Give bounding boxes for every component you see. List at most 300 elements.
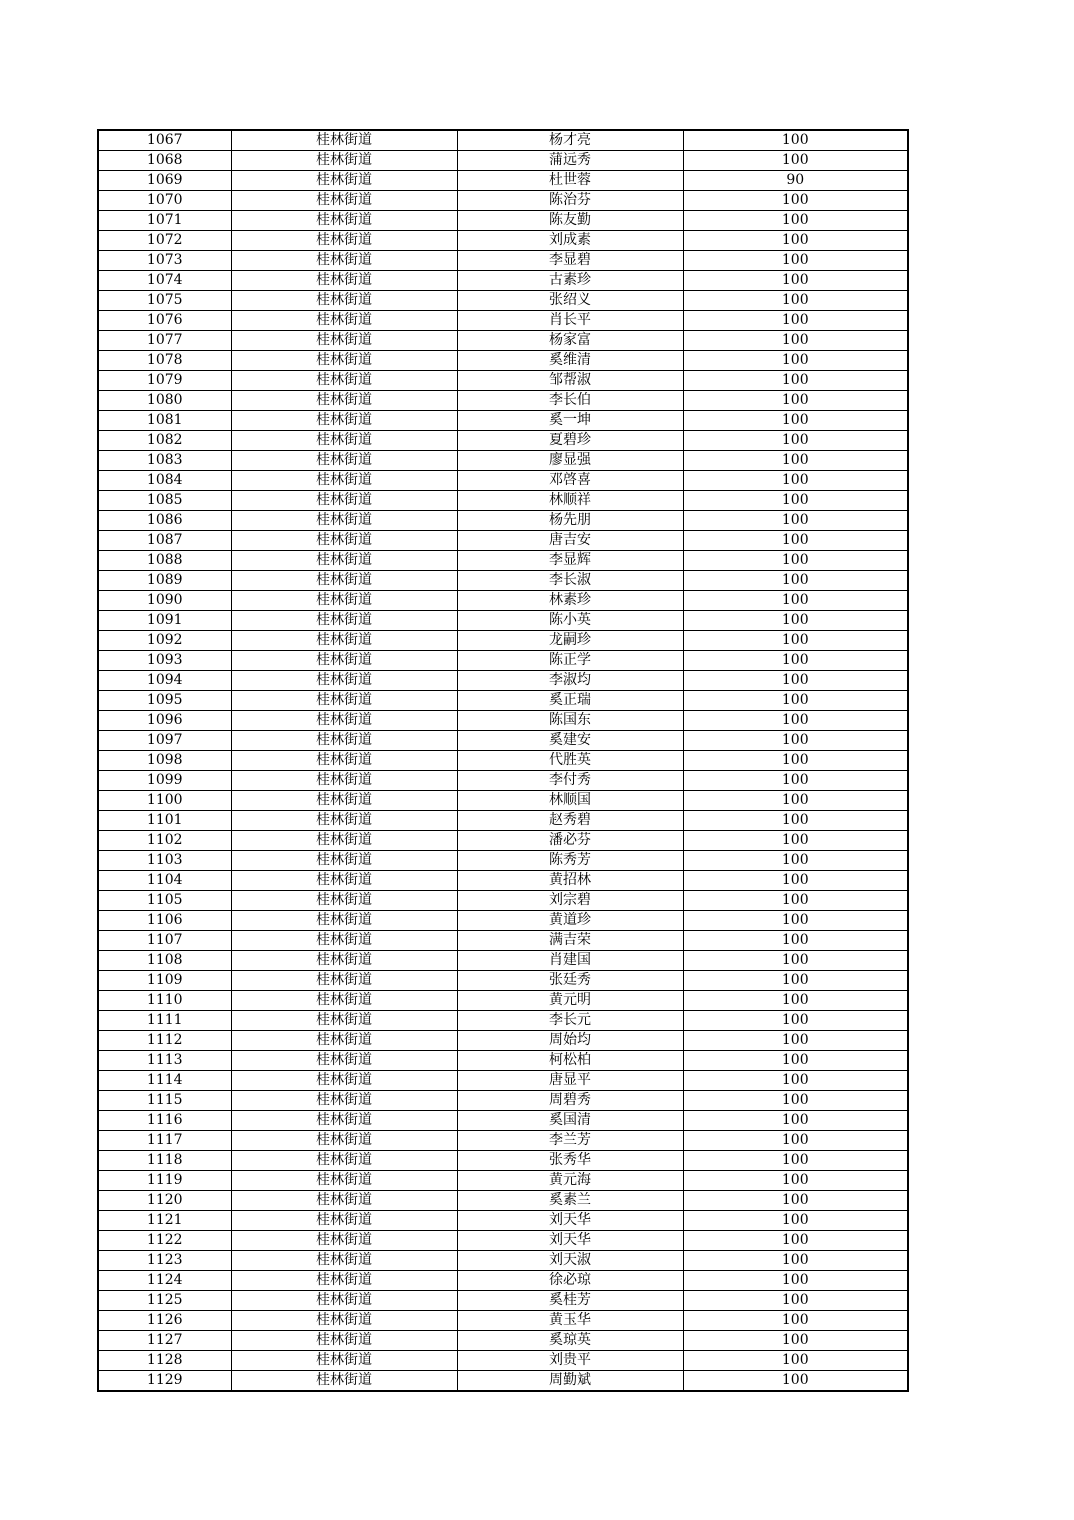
- name-cell: 蒲远秀: [457, 151, 683, 171]
- amount-cell: 100: [683, 1111, 908, 1131]
- name-cell: 李显辉: [457, 551, 683, 571]
- table-row: [98, 991, 908, 1011]
- row-number-cell: 1109: [98, 971, 231, 991]
- name-cell: 代胜英: [457, 751, 683, 771]
- amount-cell: 100: [683, 371, 908, 391]
- row-number-cell: 1074: [98, 271, 231, 291]
- amount-cell: 100: [683, 1211, 908, 1231]
- amount-cell: 100: [683, 891, 908, 911]
- name-cell: 刘成素: [457, 231, 683, 251]
- amount-cell: 100: [683, 471, 908, 491]
- row-number-cell: 1107: [98, 931, 231, 951]
- amount-cell: 100: [683, 971, 908, 991]
- row-number-cell: 1103: [98, 851, 231, 871]
- street-cell: 桂林街道: [231, 1191, 457, 1211]
- table-row: [98, 491, 908, 511]
- street-cell: 桂林街道: [231, 331, 457, 351]
- table-row: [98, 1291, 908, 1311]
- table-row: [98, 711, 908, 731]
- name-cell: 邹帮淑: [457, 371, 683, 391]
- table-row: [98, 851, 908, 871]
- name-cell: 周始均: [457, 1031, 683, 1051]
- row-number-cell: 1078: [98, 351, 231, 371]
- amount-cell: 100: [683, 1051, 908, 1071]
- street-cell: 桂林街道: [231, 551, 457, 571]
- name-cell: 李兰芳: [457, 1131, 683, 1151]
- street-cell: 桂林街道: [231, 371, 457, 391]
- row-number-cell: 1069: [98, 171, 231, 191]
- street-cell: 桂林街道: [231, 1351, 457, 1371]
- table-row: [98, 191, 908, 211]
- amount-cell: 100: [683, 631, 908, 651]
- data-table-container: [97, 129, 907, 1392]
- row-number-cell: 1095: [98, 691, 231, 711]
- street-cell: 桂林街道: [231, 451, 457, 471]
- amount-cell: 100: [683, 771, 908, 791]
- table-row: [98, 331, 908, 351]
- street-cell: 桂林街道: [231, 491, 457, 511]
- row-number-cell: 1125: [98, 1291, 231, 1311]
- table-row: [98, 531, 908, 551]
- name-cell: 刘天淑: [457, 1251, 683, 1271]
- name-cell: 陈秀芳: [457, 851, 683, 871]
- name-cell: 刘宗碧: [457, 891, 683, 911]
- table-row: [98, 1311, 908, 1331]
- row-number-cell: 1080: [98, 391, 231, 411]
- name-cell: 杨家富: [457, 331, 683, 351]
- row-number-cell: 1079: [98, 371, 231, 391]
- name-cell: 奚素兰: [457, 1191, 683, 1211]
- row-number-cell: 1126: [98, 1311, 231, 1331]
- table-body: [98, 130, 908, 1391]
- name-cell: 肖长平: [457, 311, 683, 331]
- street-cell: 桂林街道: [231, 311, 457, 331]
- amount-cell: 100: [683, 511, 908, 531]
- amount-cell: 100: [683, 1151, 908, 1171]
- amount-cell: 100: [683, 851, 908, 871]
- name-cell: 唐显平: [457, 1071, 683, 1091]
- name-cell: 陈正学: [457, 651, 683, 671]
- row-number-cell: 1076: [98, 311, 231, 331]
- table-row: [98, 1111, 908, 1131]
- amount-cell: 100: [683, 191, 908, 211]
- row-number-cell: 1105: [98, 891, 231, 911]
- table-row: [98, 371, 908, 391]
- row-number-cell: 1087: [98, 531, 231, 551]
- row-number-cell: 1112: [98, 1031, 231, 1051]
- name-cell: 刘贵平: [457, 1351, 683, 1371]
- table-row: [98, 811, 908, 831]
- name-cell: 黄道珍: [457, 911, 683, 931]
- name-cell: 黄元明: [457, 991, 683, 1011]
- street-cell: 桂林街道: [231, 671, 457, 691]
- amount-cell: 100: [683, 711, 908, 731]
- table-row: [98, 1231, 908, 1251]
- table-row: [98, 651, 908, 671]
- row-number-cell: 1097: [98, 731, 231, 751]
- street-cell: 桂林街道: [231, 631, 457, 651]
- street-cell: 桂林街道: [231, 431, 457, 451]
- table-row: [98, 130, 908, 151]
- table-row: [98, 751, 908, 771]
- name-cell: 柯松柏: [457, 1051, 683, 1071]
- amount-cell: 100: [683, 931, 908, 951]
- name-cell: 唐吉安: [457, 531, 683, 551]
- table-row: [98, 1331, 908, 1351]
- table-row: [98, 211, 908, 231]
- street-cell: 桂林街道: [231, 191, 457, 211]
- amount-cell: 100: [683, 871, 908, 891]
- amount-cell: 100: [683, 271, 908, 291]
- row-number-cell: 1108: [98, 951, 231, 971]
- table-row: [98, 891, 908, 911]
- row-number-cell: 1099: [98, 771, 231, 791]
- street-cell: 桂林街道: [231, 291, 457, 311]
- amount-cell: 100: [683, 1231, 908, 1251]
- street-cell: 桂林街道: [231, 1111, 457, 1131]
- street-cell: 桂林街道: [231, 351, 457, 371]
- street-cell: 桂林街道: [231, 411, 457, 431]
- table-row: [98, 1251, 908, 1271]
- amount-cell: 100: [683, 1031, 908, 1051]
- row-number-cell: 1071: [98, 211, 231, 231]
- table-row: [98, 271, 908, 291]
- row-number-cell: 1075: [98, 291, 231, 311]
- street-cell: 桂林街道: [231, 1071, 457, 1091]
- street-cell: 桂林街道: [231, 811, 457, 831]
- row-number-cell: 1114: [98, 1071, 231, 1091]
- street-cell: 桂林街道: [231, 731, 457, 751]
- table-row: [98, 1211, 908, 1231]
- street-cell: 桂林街道: [231, 1091, 457, 1111]
- street-cell: 桂林街道: [231, 1131, 457, 1151]
- street-cell: 桂林街道: [231, 851, 457, 871]
- table-row: [98, 1131, 908, 1151]
- row-number-cell: 1100: [98, 791, 231, 811]
- table-row: [98, 1051, 908, 1071]
- name-cell: 奚维清: [457, 351, 683, 371]
- table-row: [98, 1171, 908, 1191]
- street-cell: 桂林街道: [231, 1011, 457, 1031]
- name-cell: 龙嗣珍: [457, 631, 683, 651]
- name-cell: 李淑均: [457, 671, 683, 691]
- name-cell: 杜世蓉: [457, 171, 683, 191]
- row-number-cell: 1084: [98, 471, 231, 491]
- street-cell: 桂林街道: [231, 691, 457, 711]
- row-number-cell: 1086: [98, 511, 231, 531]
- street-cell: 桂林街道: [231, 891, 457, 911]
- row-number-cell: 1092: [98, 631, 231, 651]
- row-number-cell: 1096: [98, 711, 231, 731]
- table-row: [98, 1371, 908, 1392]
- row-number-cell: 1106: [98, 911, 231, 931]
- amount-cell: 100: [683, 531, 908, 551]
- row-number-cell: 1127: [98, 1331, 231, 1351]
- name-cell: 奚正瑞: [457, 691, 683, 711]
- name-cell: 周勤斌: [457, 1371, 683, 1392]
- row-number-cell: 1116: [98, 1111, 231, 1131]
- row-number-cell: 1093: [98, 651, 231, 671]
- amount-cell: 100: [683, 1331, 908, 1351]
- street-cell: 桂林街道: [231, 1031, 457, 1051]
- row-number-cell: 1094: [98, 671, 231, 691]
- amount-cell: 100: [683, 251, 908, 271]
- row-number-cell: 1082: [98, 431, 231, 451]
- row-number-cell: 1111: [98, 1011, 231, 1031]
- street-cell: 桂林街道: [231, 130, 457, 151]
- street-cell: 桂林街道: [231, 751, 457, 771]
- name-cell: 肖建国: [457, 951, 683, 971]
- name-cell: 潘必芬: [457, 831, 683, 851]
- street-cell: 桂林街道: [231, 1051, 457, 1071]
- name-cell: 陈治芬: [457, 191, 683, 211]
- name-cell: 廖显强: [457, 451, 683, 471]
- name-cell: 徐必琼: [457, 1271, 683, 1291]
- table-row: [98, 551, 908, 571]
- amount-cell: 100: [683, 391, 908, 411]
- row-number-cell: 1123: [98, 1251, 231, 1271]
- row-number-cell: 1077: [98, 331, 231, 351]
- name-cell: 奚桂芳: [457, 1291, 683, 1311]
- amount-cell: 100: [683, 1171, 908, 1191]
- name-cell: 张廷秀: [457, 971, 683, 991]
- street-cell: 桂林街道: [231, 151, 457, 171]
- row-number-cell: 1089: [98, 571, 231, 591]
- table-row: [98, 311, 908, 331]
- amount-cell: 100: [683, 571, 908, 591]
- street-cell: 桂林街道: [231, 1231, 457, 1251]
- table-row: [98, 1271, 908, 1291]
- amount-cell: 100: [683, 1351, 908, 1371]
- table-row: [98, 631, 908, 651]
- street-cell: 桂林街道: [231, 871, 457, 891]
- amount-cell: 100: [683, 991, 908, 1011]
- table-row: [98, 511, 908, 531]
- table-row: [98, 971, 908, 991]
- amount-cell: 100: [683, 311, 908, 331]
- street-cell: 桂林街道: [231, 831, 457, 851]
- amount-cell: 100: [683, 1071, 908, 1091]
- name-cell: 黄元海: [457, 1171, 683, 1191]
- row-number-cell: 1072: [98, 231, 231, 251]
- street-cell: 桂林街道: [231, 591, 457, 611]
- name-cell: 夏碧珍: [457, 431, 683, 451]
- row-number-cell: 1090: [98, 591, 231, 611]
- amount-cell: 100: [683, 691, 908, 711]
- table-row: [98, 171, 908, 191]
- table-row: [98, 731, 908, 751]
- name-cell: 赵秀碧: [457, 811, 683, 831]
- row-number-cell: 1068: [98, 151, 231, 171]
- street-cell: 桂林街道: [231, 611, 457, 631]
- street-cell: 桂林街道: [231, 651, 457, 671]
- table-row: [98, 1011, 908, 1031]
- name-cell: 杨才亮: [457, 130, 683, 151]
- street-cell: 桂林街道: [231, 271, 457, 291]
- name-cell: 黄玉华: [457, 1311, 683, 1331]
- name-cell: 刘天华: [457, 1211, 683, 1231]
- amount-cell: 100: [683, 151, 908, 171]
- row-number-cell: 1124: [98, 1271, 231, 1291]
- row-number-cell: 1110: [98, 991, 231, 1011]
- street-cell: 桂林街道: [231, 971, 457, 991]
- row-number-cell: 1120: [98, 1191, 231, 1211]
- row-number-cell: 1073: [98, 251, 231, 271]
- row-number-cell: 1129: [98, 1371, 231, 1392]
- street-cell: 桂林街道: [231, 471, 457, 491]
- amount-cell: 100: [683, 1011, 908, 1031]
- name-cell: 刘天华: [457, 1231, 683, 1251]
- amount-cell: 90: [683, 171, 908, 191]
- amount-cell: 100: [683, 1091, 908, 1111]
- amount-cell: 100: [683, 951, 908, 971]
- table-row: [98, 1351, 908, 1371]
- street-cell: 桂林街道: [231, 951, 457, 971]
- street-cell: 桂林街道: [231, 1311, 457, 1331]
- row-number-cell: 1101: [98, 811, 231, 831]
- row-number-cell: 1115: [98, 1091, 231, 1111]
- street-cell: 桂林街道: [231, 1251, 457, 1271]
- table-row: [98, 231, 908, 251]
- table-row: [98, 351, 908, 371]
- name-cell: 李显碧: [457, 251, 683, 271]
- name-cell: 陈友勤: [457, 211, 683, 231]
- row-number-cell: 1085: [98, 491, 231, 511]
- amount-cell: 100: [683, 411, 908, 431]
- row-number-cell: 1067: [98, 130, 231, 151]
- table-row: [98, 1031, 908, 1051]
- name-cell: 李长淑: [457, 571, 683, 591]
- amount-cell: 100: [683, 211, 908, 231]
- amount-cell: 100: [683, 651, 908, 671]
- row-number-cell: 1070: [98, 191, 231, 211]
- table-row: [98, 151, 908, 171]
- amount-cell: 100: [683, 811, 908, 831]
- amount-cell: 100: [683, 331, 908, 351]
- street-cell: 桂林街道: [231, 391, 457, 411]
- street-cell: 桂林街道: [231, 231, 457, 251]
- amount-cell: 100: [683, 451, 908, 471]
- data-table: [97, 129, 909, 1392]
- table-row: [98, 251, 908, 271]
- table-row: [98, 911, 908, 931]
- table-row: [98, 591, 908, 611]
- table-row: [98, 771, 908, 791]
- amount-cell: 100: [683, 751, 908, 771]
- amount-cell: 100: [683, 291, 908, 311]
- amount-cell: 100: [683, 491, 908, 511]
- row-number-cell: 1117: [98, 1131, 231, 1151]
- table-row: [98, 571, 908, 591]
- amount-cell: 100: [683, 551, 908, 571]
- street-cell: 桂林街道: [231, 911, 457, 931]
- name-cell: 奚琼英: [457, 1331, 683, 1351]
- name-cell: 李长伯: [457, 391, 683, 411]
- amount-cell: 100: [683, 671, 908, 691]
- street-cell: 桂林街道: [231, 1151, 457, 1171]
- street-cell: 桂林街道: [231, 531, 457, 551]
- row-number-cell: 1121: [98, 1211, 231, 1231]
- amount-cell: 100: [683, 611, 908, 631]
- table-row: [98, 291, 908, 311]
- name-cell: 邓啓喜: [457, 471, 683, 491]
- name-cell: 林顺祥: [457, 491, 683, 511]
- amount-cell: 100: [683, 831, 908, 851]
- table-row: [98, 671, 908, 691]
- street-cell: 桂林街道: [231, 791, 457, 811]
- table-row: [98, 791, 908, 811]
- name-cell: 张秀华: [457, 1151, 683, 1171]
- name-cell: 奚建安: [457, 731, 683, 751]
- amount-cell: 100: [683, 911, 908, 931]
- row-number-cell: 1083: [98, 451, 231, 471]
- amount-cell: 100: [683, 1371, 908, 1392]
- street-cell: 桂林街道: [231, 711, 457, 731]
- street-cell: 桂林街道: [231, 1211, 457, 1231]
- amount-cell: 100: [683, 731, 908, 751]
- amount-cell: 100: [683, 351, 908, 371]
- amount-cell: 100: [683, 1271, 908, 1291]
- name-cell: 李长元: [457, 1011, 683, 1031]
- amount-cell: 100: [683, 130, 908, 151]
- row-number-cell: 1119: [98, 1171, 231, 1191]
- street-cell: 桂林街道: [231, 1371, 457, 1392]
- table-row: [98, 931, 908, 951]
- street-cell: 桂林街道: [231, 571, 457, 591]
- street-cell: 桂林街道: [231, 171, 457, 191]
- street-cell: 桂林街道: [231, 771, 457, 791]
- amount-cell: 100: [683, 1131, 908, 1151]
- name-cell: 张绍义: [457, 291, 683, 311]
- name-cell: 奚国清: [457, 1111, 683, 1131]
- row-number-cell: 1102: [98, 831, 231, 851]
- amount-cell: 100: [683, 231, 908, 251]
- row-number-cell: 1091: [98, 611, 231, 631]
- street-cell: 桂林街道: [231, 1291, 457, 1311]
- row-number-cell: 1122: [98, 1231, 231, 1251]
- name-cell: 奚一坤: [457, 411, 683, 431]
- name-cell: 周碧秀: [457, 1091, 683, 1111]
- table-row: [98, 1091, 908, 1111]
- table-row: [98, 1191, 908, 1211]
- street-cell: 桂林街道: [231, 1331, 457, 1351]
- street-cell: 桂林街道: [231, 511, 457, 531]
- amount-cell: 100: [683, 1251, 908, 1271]
- amount-cell: 100: [683, 431, 908, 451]
- table-row: [98, 411, 908, 431]
- amount-cell: 100: [683, 1291, 908, 1311]
- name-cell: 林顺国: [457, 791, 683, 811]
- amount-cell: 100: [683, 1191, 908, 1211]
- table-row: [98, 431, 908, 451]
- street-cell: 桂林街道: [231, 931, 457, 951]
- name-cell: 杨先朋: [457, 511, 683, 531]
- row-number-cell: 1113: [98, 1051, 231, 1071]
- name-cell: 李付秀: [457, 771, 683, 791]
- street-cell: 桂林街道: [231, 1171, 457, 1191]
- name-cell: 林素珍: [457, 591, 683, 611]
- row-number-cell: 1118: [98, 1151, 231, 1171]
- street-cell: 桂林街道: [231, 1271, 457, 1291]
- table-row: [98, 951, 908, 971]
- table-row: [98, 611, 908, 631]
- amount-cell: 100: [683, 1311, 908, 1331]
- name-cell: 满吉荣: [457, 931, 683, 951]
- table-row: [98, 691, 908, 711]
- table-row: [98, 1071, 908, 1091]
- table-row: [98, 451, 908, 471]
- name-cell: 陈小英: [457, 611, 683, 631]
